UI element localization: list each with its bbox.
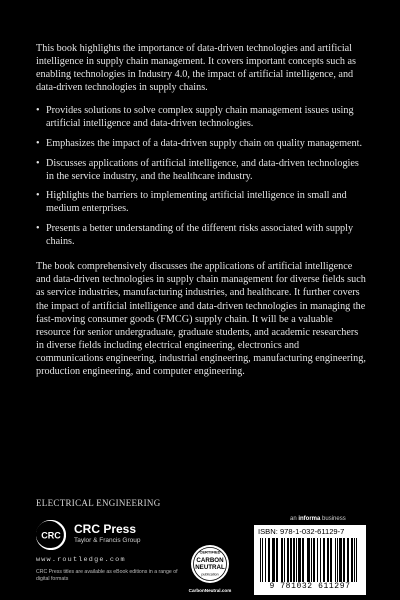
informa-prefix: an — [290, 516, 299, 522]
feature-item — [36, 189, 368, 215]
feature-item — [36, 222, 368, 248]
barcode-bar — [298, 538, 301, 582]
badge-top-text: CERTIFIED — [199, 549, 221, 555]
subject-category: ELECTRICAL ENGINEERING — [36, 498, 161, 508]
crc-logo-text: CRC — [41, 530, 61, 541]
badge-sub: publication — [201, 572, 219, 577]
badge-line2: NEUTRAL — [195, 564, 225, 571]
feature-text: Highlights the barriers to implementing artificial intelligence in small and medium enterprises. — [46, 190, 347, 215]
feature-text: Provides solutions to solve complex supply chain management issues using artificial intelligence and data-driven technologies. — [46, 105, 354, 130]
feature-text: Discusses applications of artificial intelligence, and data-driven technologies in the service industry, and the healthcare industry. — [46, 157, 359, 182]
badge-site: CarbonNeutral.com — [188, 588, 232, 593]
barcode-bar — [323, 538, 325, 582]
informa-suffix: business — [320, 516, 346, 522]
barcode-bar — [335, 538, 336, 582]
barcode-bar — [311, 538, 312, 582]
publisher-website: www.routledge.com — [36, 556, 126, 564]
barcode-bar — [287, 538, 289, 582]
feature-text: Emphasizes the impact of a data-driven supply chain on quality management. — [46, 138, 362, 150]
barcode-bar — [330, 538, 332, 582]
bullet-icon: • — [36, 223, 40, 235]
bullet-icon: • — [36, 105, 40, 117]
publisher-name: CRC Press — [74, 522, 137, 536]
barcode-bar — [262, 538, 263, 582]
ebook-note: CRC Press titles are available as eBook editions in a range of digital formats — [36, 569, 178, 582]
intro-paragraph: This book highlights the importance of data-driven technologies and artificial intelligence in supply chain management. It covers important concepts such as enabling technologies in Industry 4.0, the impact of artificial intelligence, and data-driven technologies in supply chains. — [36, 43, 356, 94]
bullet-icon: • — [36, 190, 40, 202]
barcode-bar — [320, 538, 321, 582]
barcode-bar — [337, 538, 338, 582]
barcode-bar — [268, 538, 270, 582]
isbn-barcode — [254, 525, 366, 595]
barcode-icon — [260, 538, 360, 582]
isbn-label: ISBN: 978-1-032-61129-7 — [258, 527, 345, 536]
barcode-bar — [313, 538, 315, 582]
carbon-neutral-badge-icon — [186, 540, 234, 598]
feature-item — [36, 104, 368, 130]
barcode-bar — [317, 538, 318, 582]
barcode-bar — [290, 538, 292, 582]
barcode-bar — [260, 538, 261, 582]
barcode-bar — [347, 538, 349, 582]
barcode-bar — [293, 538, 295, 582]
barcode-bar — [276, 538, 278, 582]
summary-paragraph: The book comprehensively discusses the applications of artificial intelligence and data-driven technologies in supply chain management for diverse fields such as service industries, manufacturing industries, and healthcare. It further covers the impact of artificial intelligence and data-driven technologies in managing the fast-moving consumer goods (FMCG) supply chain. It will be a valuable resource for senior undergraduate, graduate students, and academic researchers in diverse fields including electrical engineering, electronics and communications engineering, industrial engineering, manufacturing engineering, production engineering, and computer engineering. — [36, 261, 366, 377]
bullet-icon: • — [36, 138, 40, 150]
barcode-bar — [307, 538, 310, 582]
publisher-group: Taylor & Francis Group — [74, 537, 141, 544]
badge-line1: CARBON — [196, 557, 224, 564]
barcode-bar — [281, 538, 283, 582]
informa-tagline — [290, 516, 346, 522]
barcode-bar — [339, 538, 342, 582]
barcode-digits: 9 781032 611297 — [269, 582, 351, 591]
barcode-bar — [272, 538, 275, 582]
barcode-bar — [296, 538, 297, 582]
barcode-bar — [354, 538, 355, 582]
book-description — [36, 42, 368, 388]
barcode-bar — [302, 538, 304, 582]
informa-brand: informa — [298, 516, 321, 522]
barcode-bar — [265, 538, 266, 582]
barcode-bar — [327, 538, 329, 582]
feature-text: Presents a better understanding of the different risks associated with supply chains. — [46, 223, 354, 248]
bullet-icon: • — [36, 157, 40, 169]
feature-list — [36, 104, 368, 248]
barcode-bar — [351, 538, 353, 582]
feature-item — [36, 137, 368, 150]
barcode-bar — [343, 538, 345, 582]
barcode-bar — [284, 538, 285, 582]
feature-item — [36, 157, 368, 183]
barcode-bar — [356, 538, 357, 582]
crc-logo-icon — [36, 520, 66, 550]
